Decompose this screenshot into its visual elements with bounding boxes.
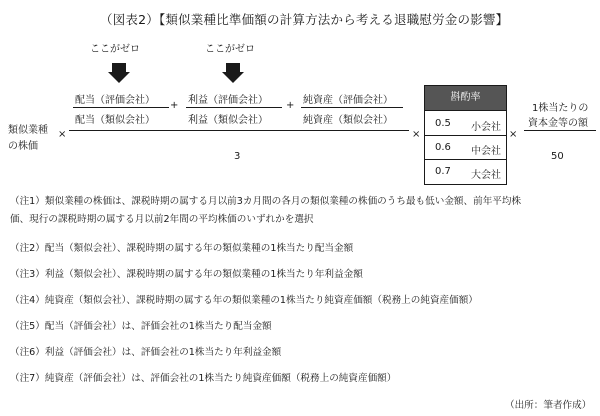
fraction-bar bbox=[301, 107, 403, 108]
denominator-profit-similar: 利益（類似会社） bbox=[188, 115, 268, 126]
table-divider bbox=[425, 135, 506, 136]
callout-dividend-zero: ここがゼロ bbox=[90, 44, 140, 55]
divisor-three: 3 bbox=[234, 151, 241, 162]
plus-operator: + bbox=[286, 100, 295, 111]
main-fraction-bar bbox=[69, 130, 409, 131]
fraction-bar bbox=[73, 107, 169, 108]
plus-operator: + bbox=[170, 100, 179, 111]
note-6: （注6）利益（評価会社）は、評価会社の1株当たり年利益金額 bbox=[10, 347, 282, 358]
rate-label-medium: 中会社 bbox=[471, 146, 501, 157]
fraction-bar bbox=[186, 107, 282, 108]
note-3: （注3）利益（類似会社）、課税時期の属する年の類似業種の1株当たり年利益金額 bbox=[10, 269, 363, 280]
denominator-dividend-similar: 配当（類似会社） bbox=[75, 115, 155, 126]
right-denominator-fifty: 50 bbox=[551, 151, 564, 162]
table-divider bbox=[425, 159, 506, 160]
note-7: （注7）純資産（評価会社）は、評価会社の1株当たり純資産価額（税務上の純資産価額） bbox=[10, 373, 397, 384]
times-operator: × bbox=[412, 129, 421, 140]
numerator-net-assets-evaluated: 純資産（評価会社） bbox=[303, 95, 393, 106]
rate-value-medium: 0.6 bbox=[435, 142, 451, 153]
rate-value-large: 0.7 bbox=[435, 166, 451, 177]
denominator-net-assets-similar: 純資産（類似会社） bbox=[303, 115, 393, 126]
similar-industry-price-label-line2: の株価 bbox=[8, 141, 38, 152]
note-1-line1: （注1）類似業種の株価は、課税時期の属する月以前3カ月間の各月の類似業種の株価のうち最も低い金額、前年平均株 bbox=[10, 196, 522, 207]
rate-label-large: 大会社 bbox=[471, 170, 501, 181]
times-operator: × bbox=[58, 129, 67, 140]
adjustment-rate-table bbox=[424, 85, 507, 185]
numerator-profit-evaluated: 利益（評価会社） bbox=[188, 95, 268, 106]
numerator-dividend-evaluated: 配当（評価会社） bbox=[75, 95, 155, 106]
note-4: （注4）純資産（類似会社）、課税時期の属する年の類似業種の1株当たり純資産価額（税務上の純資産価額） bbox=[10, 295, 478, 306]
right-fraction-bar bbox=[524, 130, 596, 131]
capital-per-share-line1: 1株当たりの bbox=[532, 103, 589, 114]
figure-title: （図表2）【類似業種比準価額の計算方法から考える退職慰労金の影響】 bbox=[100, 12, 509, 27]
rate-label-small: 小会社 bbox=[471, 122, 501, 133]
callout-profit-zero: ここがゼロ bbox=[205, 44, 255, 55]
note-2: （注2）配当（類似会社）、課税時期の属する年の類似業種の1株当たり配当金額 bbox=[10, 243, 354, 254]
source-credit: （出所：筆者作成） bbox=[505, 400, 592, 411]
similar-industry-price-label-line1: 類似業種 bbox=[8, 125, 48, 136]
rate-value-small: 0.5 bbox=[435, 118, 451, 129]
note-5: （注5）配当（評価会社）は、評価会社の1株当たり配当金額 bbox=[10, 321, 272, 332]
note-1-line2: 価、現行の課税時期の属する月以前2年間の平均株価のいずれかを選択 bbox=[10, 214, 314, 225]
adjustment-rate-header: 斟酌率 bbox=[425, 86, 506, 110]
capital-per-share-line2: 資本金等の額 bbox=[528, 118, 588, 129]
times-operator: × bbox=[509, 129, 518, 140]
table-divider bbox=[425, 110, 506, 111]
